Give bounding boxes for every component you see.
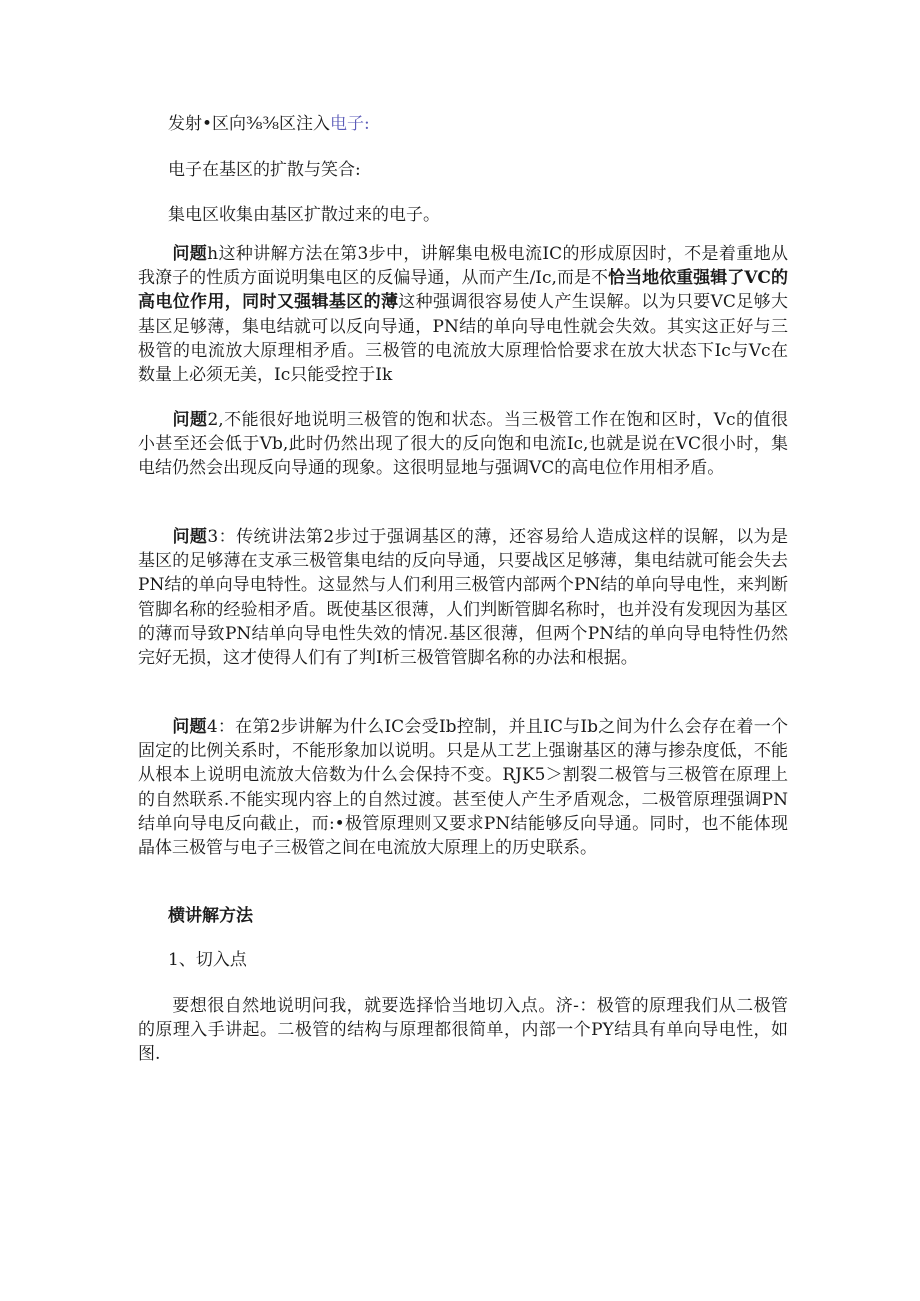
paragraph-problem-4: 问题4：在第2步讲解为什么IC会受Ib控制，并且IC与Ib之间为什么会存在着一个固定的比例关系时，不能形象加以说明。只是从工艺上强谢基区的薄与掺杂度低，不能从根本上说明电流放大倍数为什么会保持不变。RJK5＞割裂二极管与三极管在原理上的自然联系.不能实现内容上的自然过渡。甚至使人产生矛盾观念，二极管原理强调PN结单向导电反向截止，而:•极管原理则又要求PN结能够反向导通。同时，也不能体现晶体三极管与电子三极管之间在电流放大原理上的历史联系。 <box>138 717 788 859</box>
step-3: 集电区收集由基区扩散过来的电子。 <box>168 205 440 225</box>
problem-1-label: 问题 <box>172 244 208 264</box>
problem-4-label: 问题 <box>172 717 207 737</box>
step-2: 电子在基区的扩散与笑合: <box>168 160 361 180</box>
step-1-text: 发射•区向⅜⅜区注入 <box>168 114 330 134</box>
paragraph-problem-2: 问题2,不能很好地说明三极管的饱和状态。当三极管工作在饱和区时，Vc的值很小甚至还会低于Vb,此时仍然出现了很大的反向饱和电流Ic,也就是说在VC很小时，集电结仍然会出现反向导通的现象。这很明显地与强调VC的高电位作用相矛盾。 <box>138 410 788 479</box>
paragraph-problem-1: 问题h这种讲解方法在第3步中，讲解集电极电流IC的形成原因时，不是着重地从我潦子的性质方面说明集电区的反偏导通，从而产生/Ic,而是不恰当地依重强辑了VC的高电位作用，同时又强辑基区的薄这种强调很容易使人产生误解。以为只要VC足够大基区足够薄，集电结就可以反向导通，PN结的单向导电性就会失效。其实这正好与三极管的电流放大原理相矛盾。三极管的电流放大原理恰恰要求在放大状态下Ic与Vc在数量上必须无美，Ic只能受控于Ik <box>138 244 788 386</box>
section-heading: 横讲解方法 <box>168 906 253 926</box>
problem-3-label: 问题 <box>172 527 208 547</box>
paragraph-entry-point: 要想很自然地说明问我，就要选择恰当地切入点。济-：极管的原理我们从二极管的原理入手讲起。二极管的结构与原理都很简单，内部一个PY结具有单向导电性，如图. <box>138 996 788 1065</box>
paragraph-problem-3: 问题3：传统讲法第2步过于强调基区的薄，还容易给人造成这样的误解，以为是基区的足够薄在支承三极管集电结的反向导通，只要战区足够薄，集电结就可能会失去PN结的单向导电特性。这显然与人们利用三极管内部两个PN结的单向导电性，来判断管脚名称的经验相矛盾。既使基区很薄，人们判断管脚名称时，也并没有发现因为基区的薄而导致PN结单向导电性失效的情况.基区很薄，但两个PN结的单向导电特性仍然完好无损，这才使得人们有了判I析三极管管脚名称的办法和根据。 <box>138 527 789 669</box>
problem-1-emphasis: 恰当地依重强辑了VC的高电位作用，同时又强辑基区的薄 <box>138 268 788 313</box>
step-1-link[interactable]: 电子: <box>329 114 370 134</box>
subsection-heading: 1、切入点 <box>168 950 247 970</box>
problem-2-label: 问题 <box>172 410 208 430</box>
step-1 <box>168 112 370 136</box>
